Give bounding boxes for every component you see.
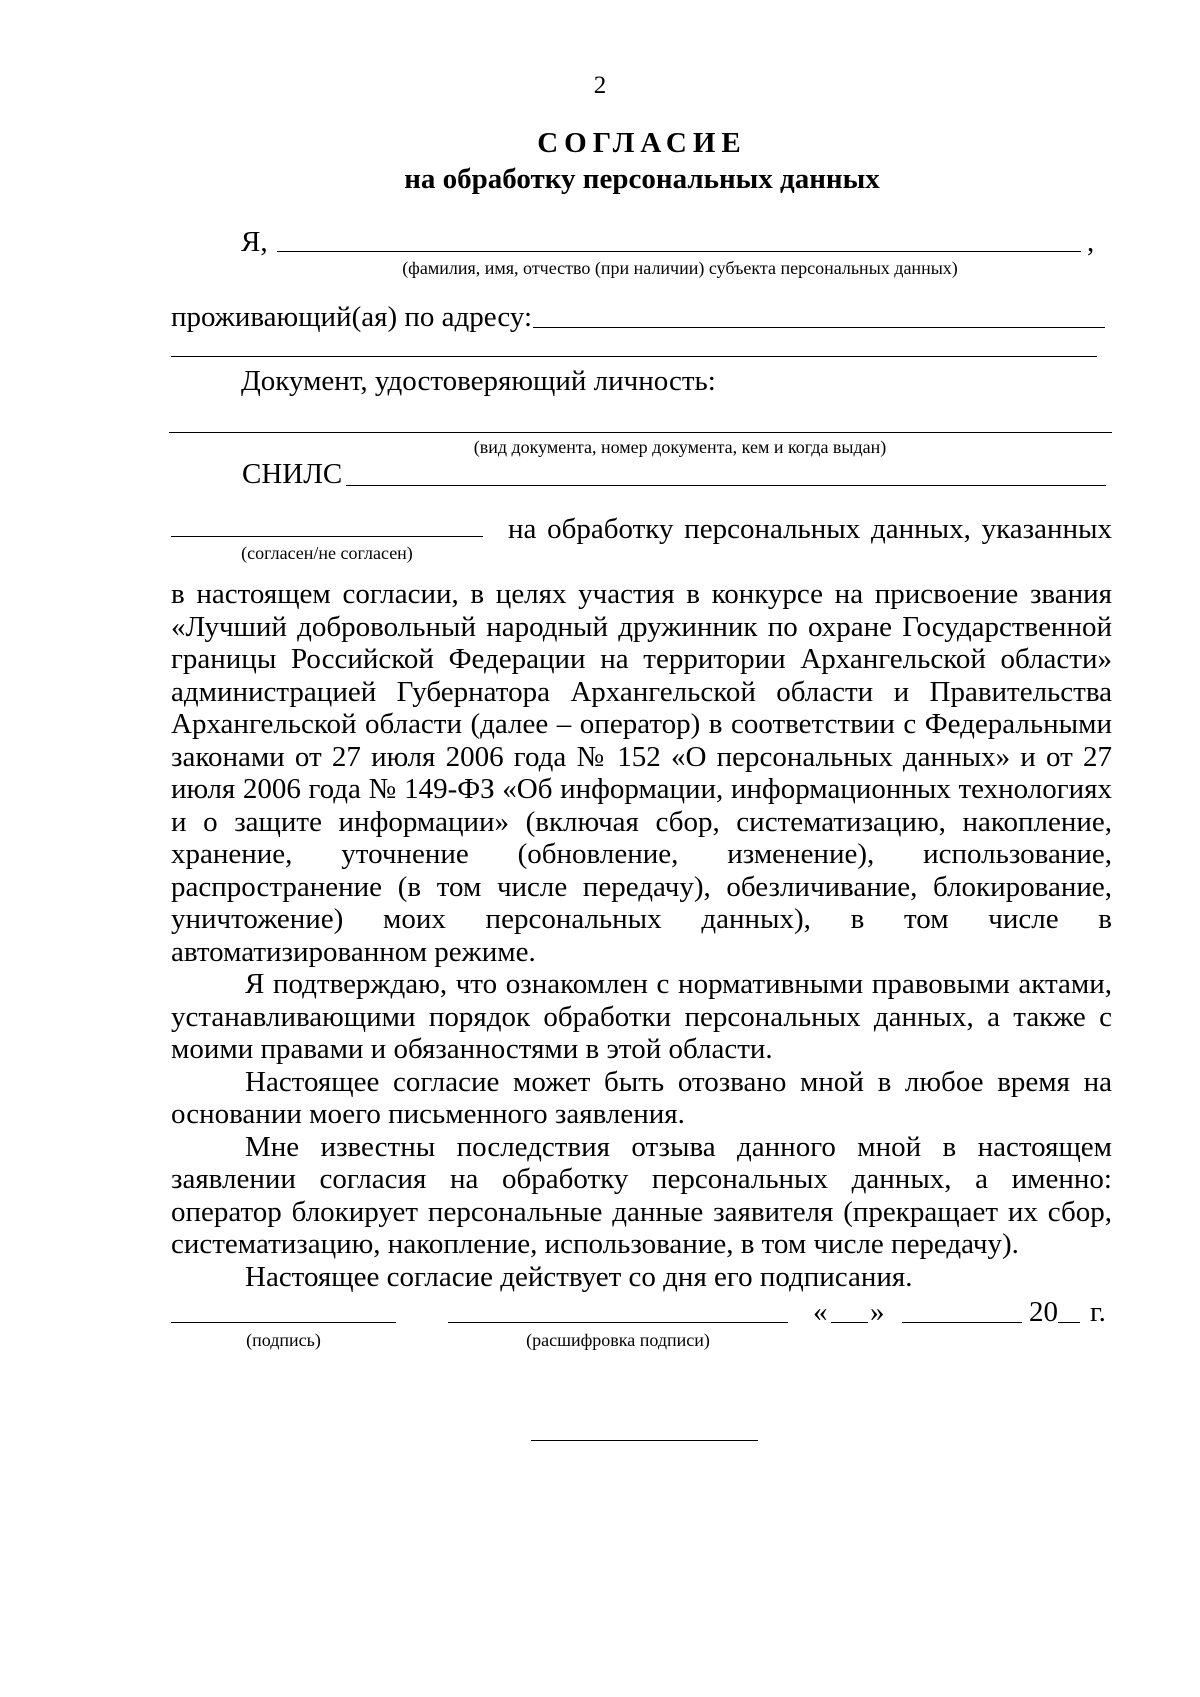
document-subtitle: на обработку персональных данных: [404, 163, 880, 195]
address-label: проживающий(ая) по адресу:: [171, 301, 532, 333]
document-title: СОГЛАСИЕ: [537, 127, 747, 159]
consent-field[interactable]: [171, 536, 483, 537]
document-field[interactable]: [169, 432, 1112, 433]
body-paragraph-5: Настоящее согласие действует со дня его подписания.: [245, 1260, 913, 1293]
closing-rule: [531, 1440, 758, 1441]
date-year-field[interactable]: [1058, 1322, 1080, 1323]
snils-field[interactable]: [346, 485, 1106, 486]
consent-text: на обработку персональных данных, указанных: [508, 513, 1112, 545]
page-number: 2: [593, 72, 607, 99]
date-year-prefix: 20: [1029, 1296, 1058, 1328]
date-year-suffix: г.: [1090, 1296, 1106, 1328]
snils-label: СНИЛС: [242, 458, 343, 490]
body-paragraph-3: Настоящее согласие может быть отозвано мной в любое время на основании моего письменного заявления.: [171, 1065, 1112, 1130]
ya-label: Я,: [241, 226, 268, 258]
consent-hint: (согласен/не согласен): [241, 543, 413, 563]
name-hint: (фамилия, имя, отчество (при наличии) субъекта персональных данных): [402, 258, 958, 278]
date-day-field[interactable]: [831, 1322, 868, 1323]
date-quote-open: «: [813, 1296, 828, 1328]
body-paragraph-1: в настоящем согласии, в целях участия в конкурсе на присвоение звания «Лучший добровольный народный дружинник по охране Государственной границы Российской Федерации на территории Архангельской области» администрацией Губернатора Архангельской области и Правительства Архангельской области (далее – оператор) в соответствии с Федеральными законами от 27 июля 2006 года № 152 «О персональных данных» и от 27 июля 2006 года № 149-ФЗ «Об информации, информационных технологиях и о защите информации» (включая сбор, систематизацию, накопление, хранение, уточнение (обновление, изменение), использование, распространение (в том числе передачу), обезличивание, блокирование, уничтожение) моих персональных данных), в том числе в автоматизированном режиме.: [171, 578, 1112, 968]
date-month-field[interactable]: [902, 1322, 1022, 1323]
body-text: [171, 578, 1112, 1293]
document-hint: (вид документа, номер документа, кем и когда выдан): [473, 437, 887, 457]
document-label: Документ, удостоверяющий личность:: [241, 365, 716, 397]
address-field[interactable]: [533, 327, 1105, 328]
address-field-line2[interactable]: [171, 356, 1097, 357]
signature-decode-field[interactable]: [448, 1322, 788, 1323]
signature-field[interactable]: [171, 1322, 396, 1323]
body-paragraph-2: Я подтверждаю, что ознакомлен с нормативными правовыми актами, устанавливающими порядок обработки персональных данных, а также с моими правами и обязанностями в этой области.: [171, 968, 1112, 1065]
ya-comma: ,: [1087, 226, 1095, 258]
signature-hint: (подпись): [246, 1330, 321, 1350]
body-paragraph-4: Мне известны последствия отзыва данного мной в настоящем заявлении согласия на обработку персональных данных, а именно: оператор блокирует персональные данные заявителя (прекращает их сбор, систематизацию, накопление, использование, в том числе передачу).: [171, 1130, 1112, 1260]
name-field[interactable]: [277, 251, 1081, 252]
date-quote-close: »: [870, 1296, 885, 1328]
signature-decode-hint: (расшифровка подписи): [526, 1330, 710, 1350]
